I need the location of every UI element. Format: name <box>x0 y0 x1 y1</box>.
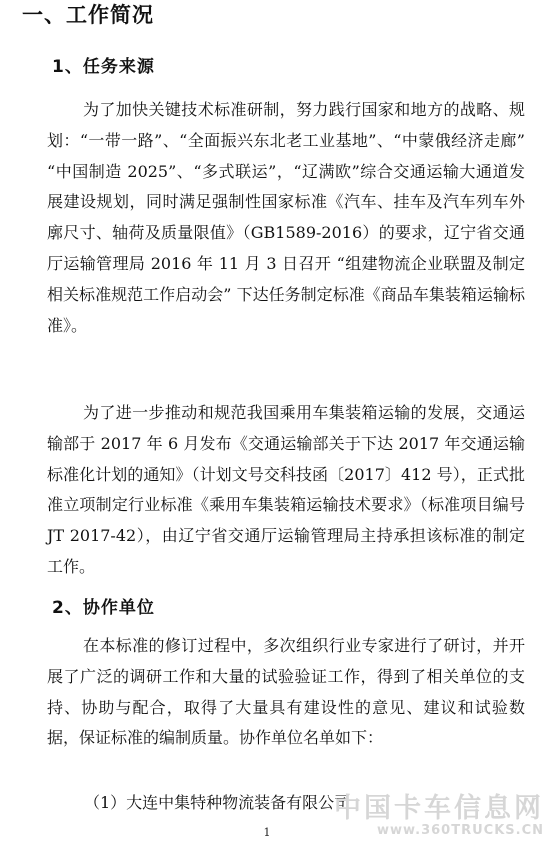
watermark-url-text: www.360TRUCKS.CN <box>376 823 544 838</box>
cooperating-unit-item: （1）大连中集特种物流装备有限公司 <box>84 793 351 812</box>
paragraph-task-source-2: 为了进一步推动和规范我国乘用车集装箱运输的发展，交通运输部于 2017 年 6 月发布《交通运输部关于下达 2017 年交通运输标准化计划的通知》（计划文号交科技函〔2017〕412 号），正式批准立项制定行业标准《乘用车集装箱运输技术要求》（标准项目编号 JT 2017-42），由辽宁省交通厅运输管理局主持承担该标准的制定工作。 <box>47 403 525 576</box>
paragraph-task-source-1: 为了加快关键技术标准研制，努力践行国家和地方的战略、规划：“一带一路”、“全面振兴东北老工业基地”、“中蒙俄经济走廊” “中国制造 2025”、“多式联运”，“辽满欧”综合交通运输大通道发展建设规划，同时满足强制性国家标准《汽车、挂车及汽车列车外廓尺寸、轴荷及质量限值》（GB1589-2016）的要求，辽宁省交通厅运输管理局 2016 年 11 月 3 日召开 “组建物流企业联盟及制定相关标准规范工作启动会” 下达任务制定标准《商品车集装箱运输标准》。 <box>47 100 525 335</box>
watermark <box>334 794 544 838</box>
subsection-title-cooperating-units: 2、协作单位 <box>52 598 155 618</box>
subsection-title-task-source: 1、任务来源 <box>52 57 155 77</box>
page-number: 1 <box>263 826 271 839</box>
section-title: 一、工作简况 <box>22 3 154 27</box>
watermark-cn-text: 中国卡车信息网 <box>334 793 544 824</box>
paragraph-cooperating-units: 在本标准的修订过程中，多次组织行业专家进行了研讨，并开展了广泛的调研工作和大量的试验验证工作，得到了相关单位的支持、协助与配合，取得了大量具有建设性的意见、建议和试验数据，保证标准的编制质量。协作单位名单如下： <box>47 636 525 748</box>
